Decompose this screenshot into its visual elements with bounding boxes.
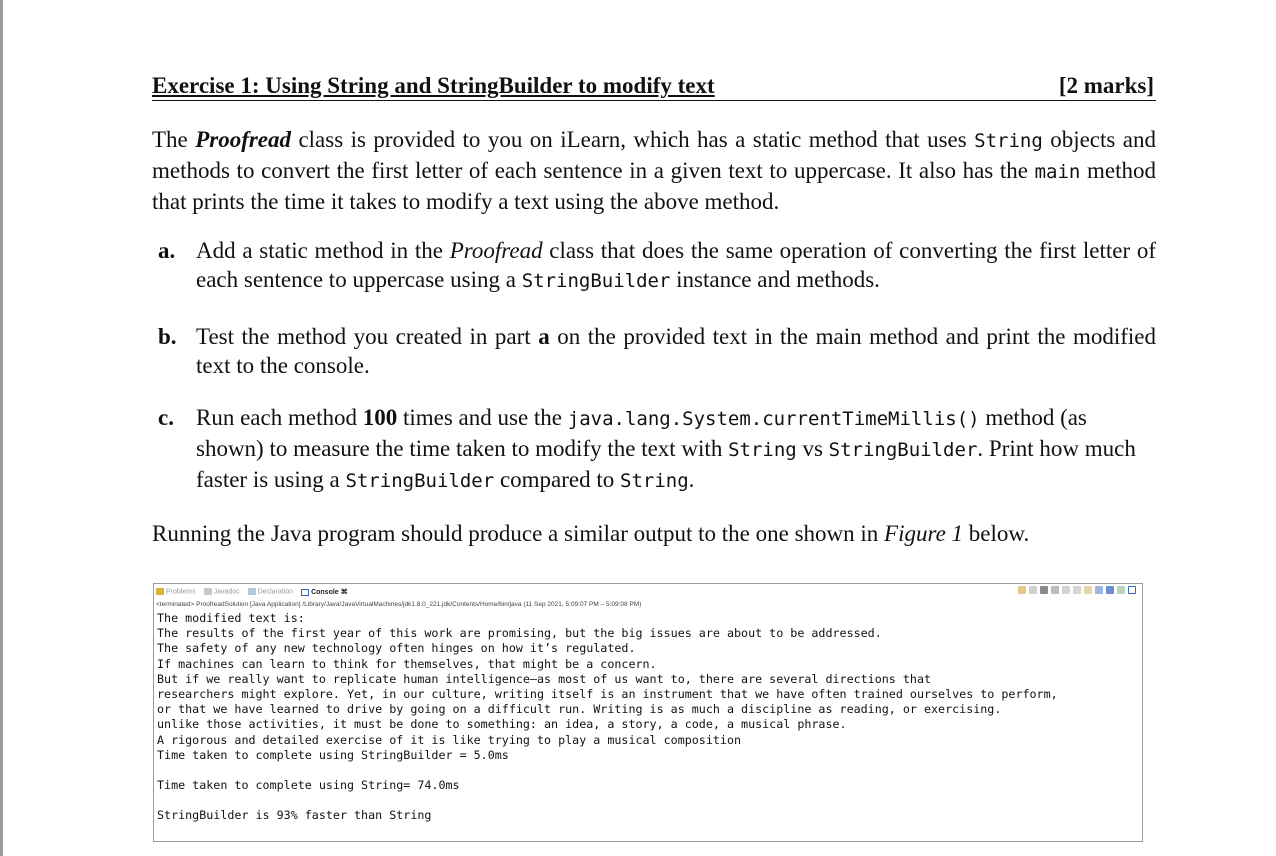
display-selected-console-icon[interactable]: [1095, 586, 1103, 594]
item-c-text-2: times and use the: [397, 405, 568, 430]
clear-console-icon[interactable]: [1051, 586, 1059, 594]
console-line: The modified text is:: [157, 611, 305, 625]
intro-code-main: main: [1034, 161, 1081, 183]
intro-text-3: objects and methods to convert the first letter of each sentence in a given text to uppercase. It also has the: [152, 127, 1156, 183]
exercise-heading: [152, 72, 1156, 101]
item-c-text-1: Run each method: [196, 405, 363, 430]
conclusion-paragraph: [152, 519, 1156, 548]
tab-javadoc[interactable]: [204, 588, 240, 595]
console-line: But if we really want to replicate human intelligence—as most of us want to, there are several directions that: [157, 671, 932, 686]
item-b-bold: a: [538, 324, 550, 349]
item-c-bold: 100: [362, 405, 398, 430]
console-line: If machines can learn to think for themselves, that might be a concern.: [157, 656, 657, 671]
item-c-text-4: vs: [796, 436, 829, 461]
intro-code-string: String: [974, 130, 1043, 152]
intro-text-2: class is provided to you on iLearn, which has a static method that uses: [291, 127, 975, 152]
terminate-icon[interactable]: [1018, 586, 1026, 594]
console-line: Time taken to complete using String= 74.0ms: [157, 778, 460, 793]
remove-launch-icon[interactable]: [1029, 586, 1037, 594]
item-c: [158, 403, 1156, 496]
console-line: researchers might explore. Yet, in our culture, writing itself is an instrument that we have often trained ourselves to perform,: [157, 686, 1058, 701]
console-tab-bar: [156, 585, 348, 599]
item-c-code-5: String: [620, 470, 689, 492]
maximize-icon[interactable]: [1128, 586, 1136, 594]
item-c-code-2: String: [728, 439, 797, 461]
scroll-lock-icon[interactable]: [1062, 586, 1070, 594]
figure-reference: Figure 1: [884, 521, 964, 546]
open-console-icon[interactable]: [1106, 586, 1114, 594]
item-c-text: [196, 403, 1156, 496]
problems-icon: [156, 588, 164, 595]
conclusion-text-2: below.: [963, 521, 1030, 546]
item-c-code-1: java.lang.System.currentTimeMillis(): [567, 408, 980, 430]
remove-all-icon[interactable]: [1040, 586, 1048, 594]
intro-paragraph: [152, 125, 1156, 216]
pin-console-icon[interactable]: [1084, 586, 1092, 594]
tab-console-label: Console ⌘: [311, 589, 348, 596]
console-line: [157, 793, 1058, 808]
console-line: unlike those activities, it must be done to something: an idea, a story, a code, a musical phrase.: [157, 717, 847, 732]
item-c-code-4: StringBuilder: [345, 470, 495, 492]
minimize-icon[interactable]: [1117, 586, 1125, 594]
console-toolbar: [1018, 586, 1136, 594]
console-screenshot: [153, 583, 1143, 842]
console-line: The safety of any new technology often hinges on how it’s regulated.: [157, 641, 636, 656]
item-c-text-3: method (as shown) to measure the time taken to modify the text with: [196, 405, 1087, 461]
console-line: A rigorous and detailed exercise of it is like trying to play a musical composition: [157, 732, 742, 747]
declaration-icon: [248, 588, 256, 595]
item-a: [158, 236, 1156, 296]
intro-text-4: method that prints the time it takes to modify a text using the above method.: [152, 158, 1156, 214]
item-c-code-3: StringBuilder: [828, 439, 978, 461]
console-icon: [301, 589, 309, 596]
console-output: [157, 611, 1058, 824]
tab-console[interactable]: [301, 588, 348, 596]
item-b: [158, 322, 1156, 380]
javadoc-icon: [204, 588, 212, 595]
intro-text-1: The: [152, 127, 196, 152]
item-c-text-7: .: [688, 467, 695, 492]
item-a-label: a.: [158, 238, 176, 263]
tab-problems-label: Problems: [166, 588, 196, 596]
console-line: StringBuilder is 93% faster than String: [157, 808, 432, 823]
word-wrap-icon[interactable]: [1073, 586, 1081, 594]
console-line: or that we have learned to drive by going on a difficult run. Writing is as much a discipline as reading, or exercising.: [157, 702, 1002, 717]
item-b-text: [196, 322, 1156, 380]
terminated-status: <terminated> ProofreadSolution [Java Application] /Library/Java/JavaVirtualMachines/jdk1.8.0_221.jdk/Contents/Home/bin/java (11 Sep 2021, 5:09:07 PM – 5:09:08 PM): [156, 601, 642, 608]
console-line: Time taken to complete using StringBuilder = 5.0ms: [157, 747, 509, 762]
item-a-text-2: class that does the same operation of converting the first letter of each sentence to uppercase using a: [196, 238, 1156, 292]
intro-class-name: Proofread: [195, 127, 292, 152]
item-a-text-1: Add a static method in the: [196, 238, 450, 263]
item-c-label: c.: [158, 405, 174, 430]
item-b-text-2: on the provided text in the main method and print the modified text to the console.: [196, 324, 1156, 378]
tab-javadoc-label: Javadoc: [213, 588, 240, 596]
page-left-edge: [0, 0, 3, 856]
item-a-class-name: Proofread: [449, 238, 543, 263]
tab-declaration[interactable]: [248, 588, 293, 595]
item-c-text-5: . Print how much faster is using a: [196, 436, 1136, 492]
item-a-text: [196, 236, 1156, 296]
tab-declaration-label: Declaration: [257, 588, 294, 596]
conclusion-text-1: Running the Java program should produce a similar output to the one shown in: [152, 521, 885, 546]
exercise-marks: [2 marks]: [1058, 73, 1154, 98]
console-line: [157, 763, 1058, 778]
tab-problems[interactable]: [156, 588, 196, 595]
item-c-text-6: compared to: [494, 467, 621, 492]
exercise-title: Exercise 1: Using String and StringBuilder to modify text: [152, 73, 715, 98]
item-b-label: b.: [158, 324, 177, 349]
console-line: The results of the first year of this work are promising, but the big issues are about to be addressed.: [157, 626, 882, 641]
item-a-code: StringBuilder: [521, 270, 671, 292]
item-b-text-1: Test the method you created in part: [196, 324, 539, 349]
item-a-text-3: instance and methods.: [670, 267, 880, 292]
